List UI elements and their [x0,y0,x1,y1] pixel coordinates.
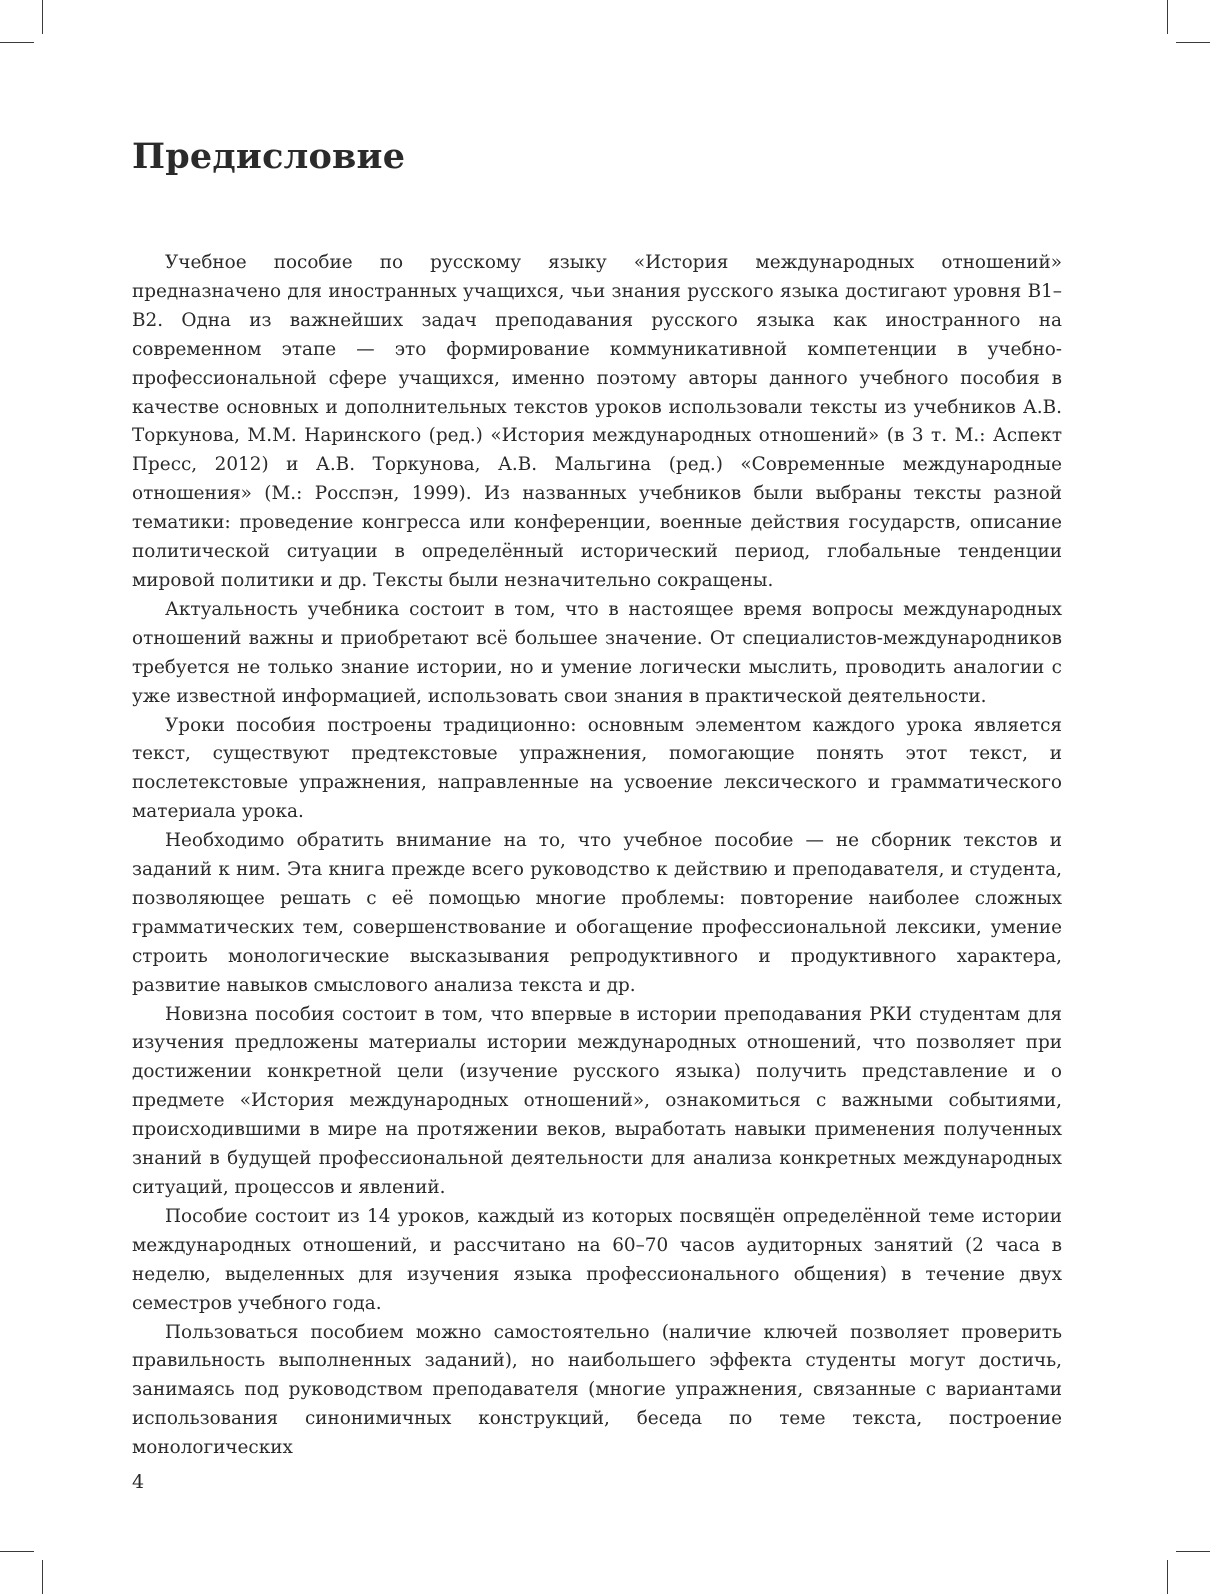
paragraph: Пользоваться пособием можно самостоятельно (наличие ключей позволяет проверить правильность выполненных заданий), но наибольшего эффекта студенты могут достичь, занимаясь под руководством преподавателя (многие упражнения, связанные с вариантами использования синонимичных конструкций, беседа по теме текста, построение монологических [132,1321,1062,1459]
page-title: Предисловие [132,136,406,177]
paragraph: Необходимо обратить внимание на то, что учебное пособие — не сборник текстов и заданий к ним. Эта книга прежде всего руководство к действию и преподавателя, и студента, позволяющее решать с её помощью многие проблемы: повторение наиболее сложных грамматических тем, совершенствование и обогащение профессиональной лексики, умение строить монологические высказывания репродуктивного и продуктивного характера, развитие навыков смыслового анализа текста и др. [132,830,1062,996]
body-text [132,249,1062,1463]
crop-mark-top-left [0,42,34,43]
crop-mark-bottom-right [1176,1551,1210,1552]
crop-mark-bottom-left [42,1560,43,1594]
crop-mark-top-right [1176,42,1210,43]
paragraph: Новизна пособия состоит в том, что впервые в истории преподавания РКИ студентам для изучения предложены материалы истории международных отношений, что позволяет при достижении конкретной цели (изучение русского языка) получить представление и о предмете «История международных отношений», ознакомиться с важными событиями, происходившими в мире на протяжении веков, выработать навыки применения полученных знаний в будущей профессиональной деятельности для анализа конкретных международных ситуаций, процессов и явлений. [132,1003,1062,1198]
crop-mark-bottom-right [1167,1560,1168,1594]
paragraph: Учебное пособие по русскому языку «История международных отношений» предназначено для иностранных учащихся, чьи знания русского языка достигают уровня В1–В2. Одна из важнейших задач преподавания русского языка как иностранного на современном этапе — это формирование коммуникативной компетенции в учебно-профессиональной сфере учащихся, именно поэтому авторы данного учебного пособия в качестве основных и дополнительных текстов уроков использовали тексты из учебников А.В. Торкунова, М.М. Наринского (ред.) «История международных отношений» (в 3 т. М.: Аспект Пресс, 2012) и А.В. Торкунова, А.В. Мальгина (ред.) «Современные международные отношения» (М.: Росспэн, 1999). Из названных учебников были выбраны тексты разной тематики: проведение конгресса или конференции, военные действия государств, описание политической ситуации в определённый исторический период, глобальные тенденции мировой политики и др. Тексты были незначительно сокращены. [132,252,1062,591]
paragraph: Актуальность учебника состоит в том, что в настоящее время вопросы международных отношений важны и приобретают всё большее значение. От специалистов-международников требуется не только знание истории, но и умение логически мыслить, проводить аналогии с уже известной информацией, использовать свои знания в практической деятельности. [132,598,1062,707]
paragraph: Пособие состоит из 14 уроков, каждый из которых посвящён определённой теме истории международных отношений, и рассчитано на 60–70 часов аудиторных занятий (2 часа в неделю, выделенных для изучения языка профессионального общения) в течение двух семестров учебного года. [132,1205,1062,1314]
crop-mark-bottom-left [0,1551,34,1552]
page-number: 4 [132,1471,145,1493]
crop-mark-top-right [1167,0,1168,34]
paragraph: Уроки пособия построены традиционно: основным элементом каждого урока является текст, существуют предтекстовые упражнения, помогающие понять этот текст, и послетекстовые упражнения, направленные на усвоение лексического и грамматического материала урока. [132,714,1062,823]
crop-mark-top-left [42,0,43,34]
